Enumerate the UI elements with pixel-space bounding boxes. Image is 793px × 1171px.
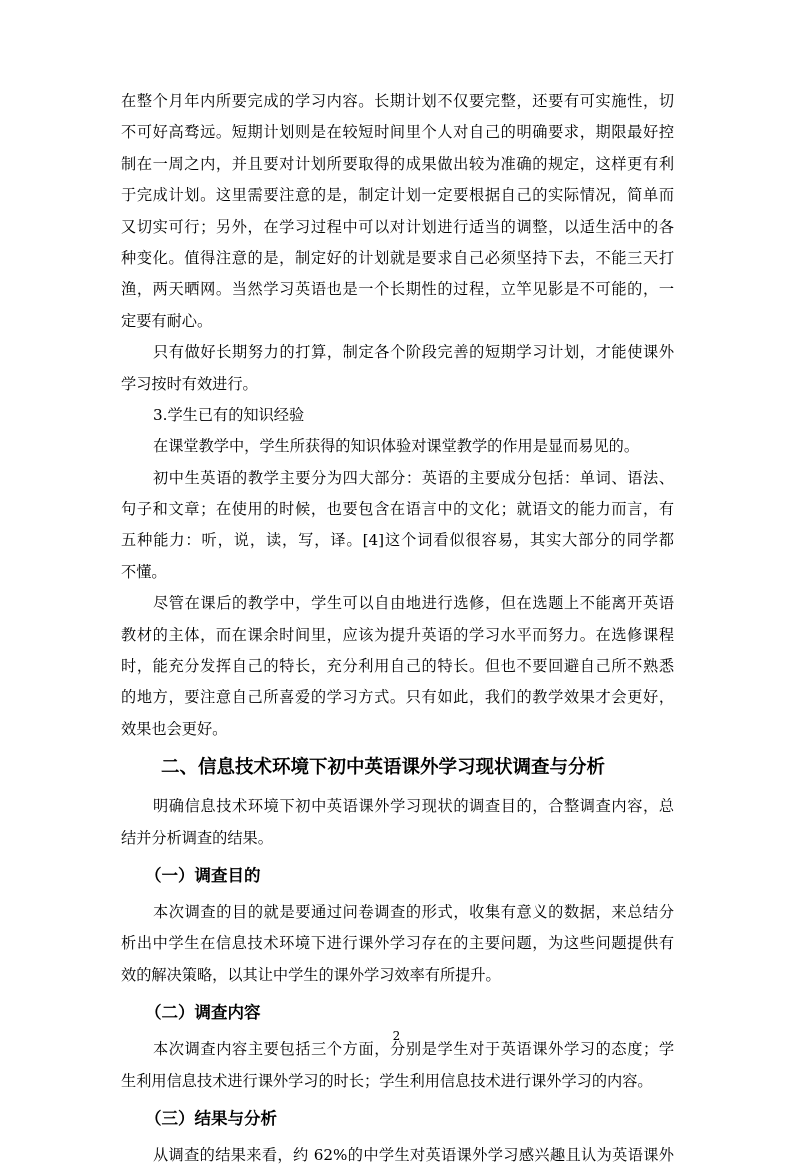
- text-line: 只有做好长期努力的打算，制定各个阶段完善的短期学习计划，才能使课外: [153, 343, 674, 362]
- section-intro: [121, 791, 674, 854]
- text-line: 时，能充分发挥自己的特长，充分利用自己的特长。但也不要回避自己所不熟悉: [121, 657, 674, 676]
- subsection-heading-purpose: （一）调查目的: [145, 865, 261, 885]
- paragraph-four-parts: [121, 463, 674, 589]
- text-line: 析出中学生在信息技术环境下进行课外学习存在的主要问题，为这些问题提供有: [121, 934, 674, 953]
- text-line: 渔，两天晒网。当然学习英语也是一个长期性的过程，立竿见影是不可能的，一: [121, 280, 674, 299]
- text-line: 教材的主体，而在课余时间里，应该为提升英语的学习水平而努力。在选修课程: [121, 625, 674, 644]
- text-line: 制在一周之内，并且要对计划所要取得的成果做出较为准确的规定，这样更有利: [121, 154, 674, 173]
- text-line: 种变化。值得注意的是，制定好的计划就是要求自己必须坚持下去，不能三天打: [121, 248, 674, 267]
- text-line: 初中生英语的教学主要分为四大部分：英语的主要成分包括：单词、语法、: [153, 468, 674, 487]
- page-number: 2: [392, 1029, 401, 1043]
- text-line: 在整个月年内所要完成的学习内容。长期计划不仅要完整，还要有可实施性，切: [121, 92, 674, 110]
- text-line: 本次调查的目的就是要通过问卷调查的形式，收集有意义的数据，来总结分: [153, 902, 674, 921]
- paragraph-electives: [121, 588, 674, 745]
- text-line: 生利用信息技术进行课外学习的时长；学生利用信息技术进行课外学习的内容。: [121, 1071, 653, 1090]
- text-line: 效果也会更好。: [121, 719, 228, 738]
- text-line: 的地方，要注意自己所喜爱的学习方式。只有如此，我们的教学效果才会更好，: [121, 688, 674, 707]
- text-line: 于完成计划。这里需要注意的是，制定计划一定要根据自己的实际情况，简单而: [121, 186, 674, 205]
- text-line: 尽管在课后的教学中，学生可以自由地进行选修，但在选题上不能离开英语: [153, 594, 674, 613]
- section-heading: 二、信息技术环境下初中英语课外学习现状调查与分析: [161, 757, 606, 779]
- text-line: 从调查的结果来看，约 62%的中学生对英语课外学习感兴趣且认为英语课外: [153, 1145, 674, 1164]
- text-line: 学习按时有效进行。: [121, 374, 258, 393]
- text-line: 定要有耐心。: [121, 311, 213, 330]
- text-line: 效的解决策略，以其让中学生的课外学习效率有所提升。: [121, 965, 501, 984]
- text-line: 明确信息技术环境下初中英语课外学习现状的调查目的，合整调查内容，总: [153, 797, 674, 816]
- subsection-heading-results: （三）结果与分析: [145, 1108, 277, 1128]
- body-text-top: [121, 86, 674, 745]
- paragraph-study-plan: [121, 86, 674, 337]
- text-line: 本次调查内容主要包括三个方面，分别是学生对于英语课外学习的态度；学: [153, 1040, 674, 1059]
- text-line: 在课堂教学中，学生所获得的知识体验对课堂教学的作用是显而易见的。: [153, 437, 639, 456]
- text-line: 不懂。: [121, 562, 167, 581]
- text-line: 3.学生已有的知识经验: [153, 405, 305, 424]
- text-line: 又切实可行；另外，在学习过程中可以对计划进行适当的调整，以适生活中的各: [121, 217, 674, 236]
- paragraph-subheading-knowledge: [121, 400, 674, 431]
- text-line: 结并分析调查的结果。: [121, 828, 273, 847]
- paragraph-classroom: [121, 431, 674, 462]
- subsection-content-text: [121, 1034, 674, 1097]
- paragraph-long-term-effort: [121, 337, 674, 400]
- subsection-heading-content: （二）调查内容: [145, 1003, 261, 1023]
- text-line: 句子和文章；在使用的时候，也要包含在语言中的文化；就语文的能力而言，有: [121, 500, 674, 519]
- text-line: 五种能力：听，说，读，写，译。[4]这个词看似很容易，其实大部分的同学都: [121, 531, 674, 550]
- subsection-results-text: [121, 1140, 674, 1171]
- text-line: 不可好高骛远。短期计划则是在较短时间里个人对自己的明确要求，期限最好控: [121, 123, 674, 142]
- subsection-purpose-text: [121, 897, 674, 991]
